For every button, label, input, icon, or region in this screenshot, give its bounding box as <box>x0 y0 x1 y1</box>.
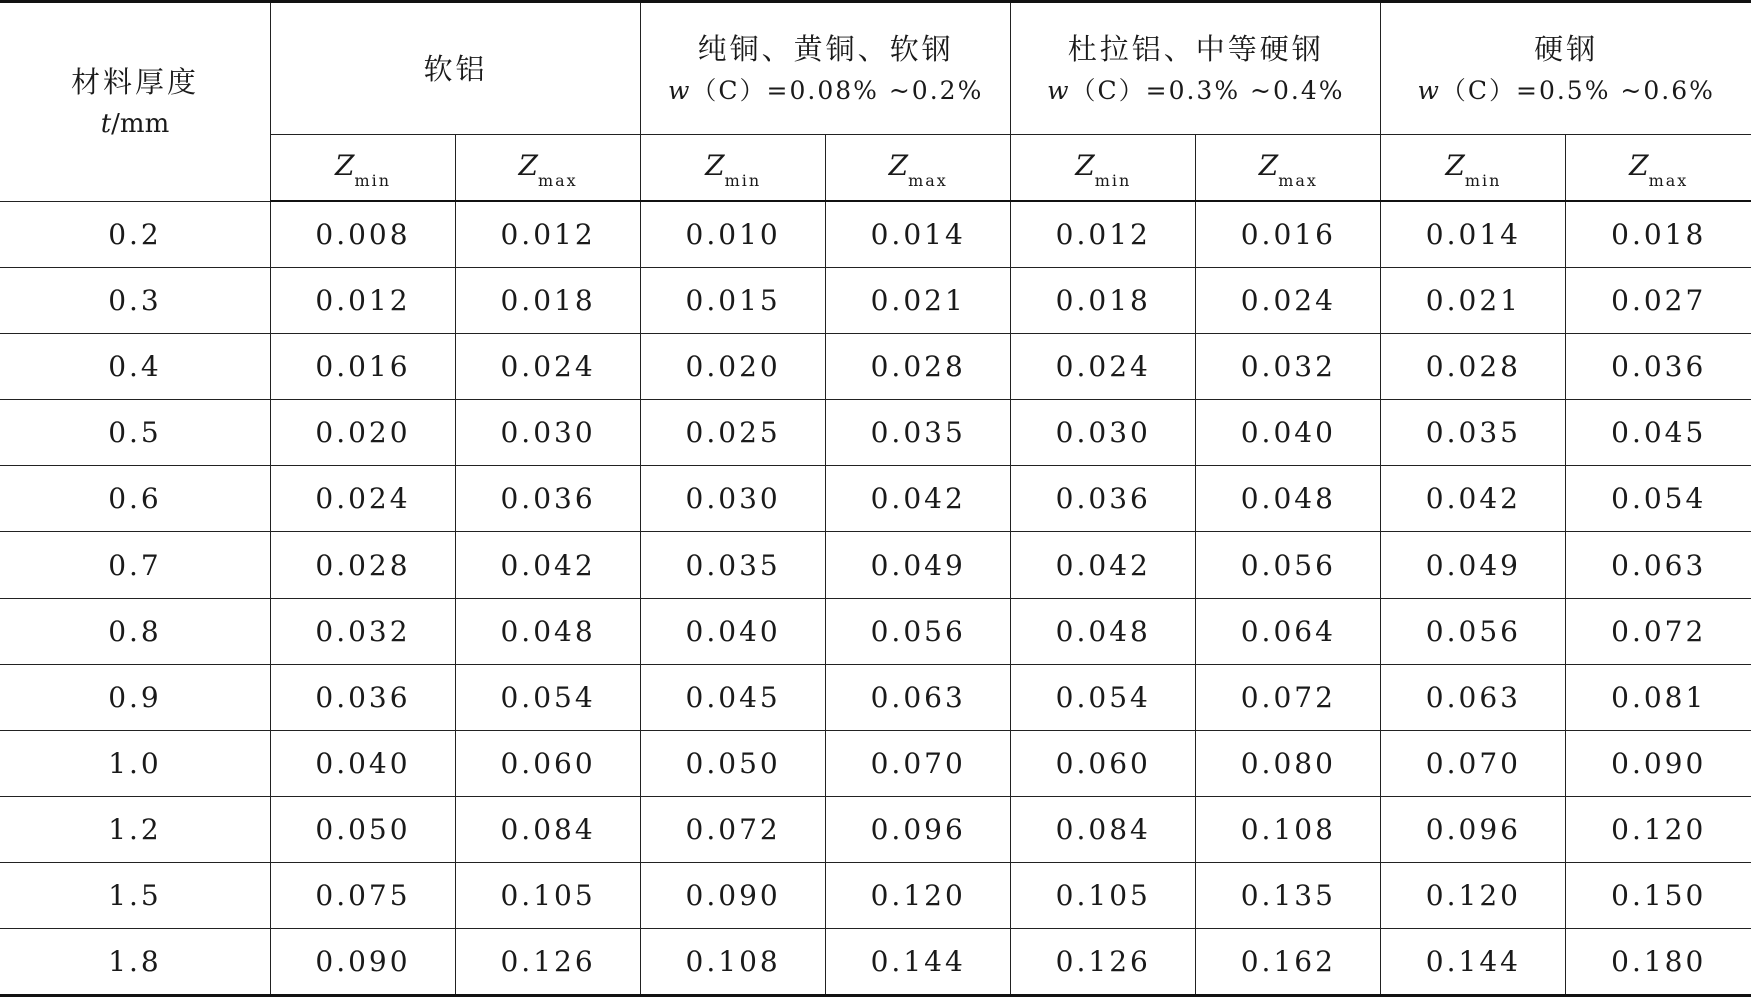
z-max-sub: max <box>1278 170 1318 190</box>
thickness-cell: 0.3 <box>0 268 270 334</box>
z-min-cell: 0.075 <box>270 862 455 928</box>
z-min-header <box>270 135 455 202</box>
z-min-cell: 0.049 <box>1381 532 1566 598</box>
table-row <box>0 334 1751 400</box>
z-max-cell: 0.018 <box>456 268 641 334</box>
carbon-symbol: w <box>1417 75 1441 105</box>
carbon-range: （C）=0.5% ~0.6% <box>1440 75 1715 105</box>
z-max-cell: 0.120 <box>826 862 1011 928</box>
z-max-cell: 0.056 <box>1196 532 1381 598</box>
z-min-cell: 0.012 <box>270 268 455 334</box>
header-row-materials <box>0 2 1751 135</box>
z-max-cell: 0.024 <box>1196 268 1381 334</box>
carbon-symbol: w <box>668 75 692 105</box>
z-min-cell: 0.020 <box>270 400 455 466</box>
table-row <box>0 730 1751 796</box>
thickness-cell: 1.8 <box>0 929 270 996</box>
z-max-cell: 0.084 <box>456 796 641 862</box>
thickness-cell: 0.7 <box>0 532 270 598</box>
z-min-cell: 0.105 <box>1011 862 1196 928</box>
carbon-range: （C）=0.3% ~0.4% <box>1070 75 1345 105</box>
z-max-cell: 0.018 <box>1566 201 1751 268</box>
z-max-cell: 0.180 <box>1566 929 1751 996</box>
z-min-header <box>1011 135 1196 202</box>
z-max-cell: 0.048 <box>456 598 641 664</box>
z-min-cell: 0.096 <box>1381 796 1566 862</box>
z-min-cell: 0.045 <box>641 664 826 730</box>
z-symbol: Z <box>888 149 909 183</box>
z-max-cell: 0.096 <box>826 796 1011 862</box>
z-min-cell: 0.040 <box>641 598 826 664</box>
z-max-cell: 0.042 <box>826 466 1011 532</box>
z-max-cell: 0.144 <box>826 929 1011 996</box>
z-max-cell: 0.070 <box>826 730 1011 796</box>
z-min-cell: 0.108 <box>641 929 826 996</box>
z-max-header <box>456 135 641 202</box>
z-max-header <box>1196 135 1381 202</box>
z-symbol: Z <box>1629 149 1649 183</box>
z-max-header <box>1566 135 1751 202</box>
table-body <box>0 201 1751 996</box>
z-min-cell: 0.030 <box>1011 400 1196 466</box>
thickness-cell: 1.0 <box>0 730 270 796</box>
z-max-cell: 0.056 <box>826 598 1011 664</box>
table-row <box>0 796 1751 862</box>
table-row <box>0 862 1751 928</box>
z-min-cell: 0.021 <box>1381 268 1566 334</box>
z-max-cell: 0.054 <box>1566 466 1751 532</box>
material-name: 纯铜、黄铜、软钢 <box>697 31 954 66</box>
z-min-cell: 0.036 <box>270 664 455 730</box>
z-max-cell: 0.063 <box>826 664 1011 730</box>
thickness-cell: 0.8 <box>0 598 270 664</box>
thickness-cell: 0.4 <box>0 334 270 400</box>
thickness-cell: 1.5 <box>0 862 270 928</box>
z-min-cell: 0.056 <box>1381 598 1566 664</box>
z-max-cell: 0.036 <box>1566 334 1751 400</box>
z-max-cell: 0.036 <box>456 466 641 532</box>
z-min-cell: 0.020 <box>641 334 826 400</box>
z-max-cell: 0.120 <box>1566 796 1751 862</box>
z-max-cell: 0.063 <box>1566 532 1751 598</box>
z-max-cell: 0.021 <box>826 268 1011 334</box>
z-max-cell: 0.105 <box>456 862 641 928</box>
z-min-cell: 0.036 <box>1011 466 1196 532</box>
z-max-cell: 0.040 <box>1196 400 1381 466</box>
z-max-cell: 0.090 <box>1566 730 1751 796</box>
z-max-cell: 0.028 <box>826 334 1011 400</box>
thickness-unit-text: /mm <box>111 108 170 139</box>
carbon-content <box>1381 71 1751 111</box>
z-max-cell: 0.014 <box>826 201 1011 268</box>
z-max-cell: 0.080 <box>1196 730 1381 796</box>
z-min-cell: 0.060 <box>1011 730 1196 796</box>
z-min-cell: 0.035 <box>1381 400 1566 466</box>
z-max-cell: 0.060 <box>456 730 641 796</box>
table-row <box>0 664 1751 730</box>
z-min-cell: 0.028 <box>270 532 455 598</box>
table-row <box>0 598 1751 664</box>
z-min-sub: min <box>354 170 392 190</box>
thickness-cell: 0.2 <box>0 201 270 268</box>
z-min-cell: 0.050 <box>270 796 455 862</box>
z-min-cell: 0.144 <box>1381 929 1566 996</box>
z-symbol: Z <box>1258 149 1279 183</box>
table-row <box>0 532 1751 598</box>
z-min-cell: 0.012 <box>1011 201 1196 268</box>
carbon-symbol: w <box>1047 75 1071 105</box>
material-name: 杜拉铝、中等硬钢 <box>1067 31 1324 66</box>
thickness-symbol: t <box>100 108 112 139</box>
z-min-cell: 0.063 <box>1381 664 1566 730</box>
table-header <box>0 2 1751 202</box>
z-max-cell: 0.126 <box>456 929 641 996</box>
z-min-cell: 0.030 <box>641 466 826 532</box>
z-max-cell: 0.042 <box>456 532 641 598</box>
z-min-cell: 0.040 <box>270 730 455 796</box>
z-max-cell: 0.016 <box>1196 201 1381 268</box>
z-max-cell: 0.035 <box>826 400 1011 466</box>
z-min-cell: 0.025 <box>641 400 826 466</box>
z-min-cell: 0.035 <box>641 532 826 598</box>
material-name: 硬钢 <box>1534 31 1599 66</box>
z-min-cell: 0.090 <box>641 862 826 928</box>
material-header-hard-steel <box>1381 2 1751 135</box>
z-max-sub: max <box>1648 170 1689 190</box>
carbon-content <box>641 71 1010 111</box>
z-min-cell: 0.016 <box>270 334 455 400</box>
z-min-cell: 0.054 <box>1011 664 1196 730</box>
z-symbol: Z <box>334 149 355 183</box>
z-min-header <box>1381 135 1566 202</box>
z-min-cell: 0.084 <box>1011 796 1196 862</box>
carbon-range: （C）=0.08% ~0.2% <box>691 75 984 105</box>
z-max-cell: 0.150 <box>1566 862 1751 928</box>
z-max-cell: 0.081 <box>1566 664 1751 730</box>
z-min-sub: min <box>1094 170 1132 190</box>
table-row <box>0 929 1751 996</box>
table-row <box>0 268 1751 334</box>
z-min-cell: 0.120 <box>1381 862 1566 928</box>
z-min-cell: 0.018 <box>1011 268 1196 334</box>
z-max-cell: 0.049 <box>826 532 1011 598</box>
z-max-cell: 0.012 <box>456 201 641 268</box>
z-max-sub: max <box>908 170 948 190</box>
z-min-header <box>641 135 826 202</box>
z-min-cell: 0.015 <box>641 268 826 334</box>
z-min-cell: 0.070 <box>1381 730 1566 796</box>
z-min-cell: 0.090 <box>270 929 455 996</box>
z-max-cell: 0.108 <box>1196 796 1381 862</box>
thickness-cell: 0.5 <box>0 400 270 466</box>
z-min-cell: 0.014 <box>1381 201 1566 268</box>
z-min-cell: 0.028 <box>1381 334 1566 400</box>
z-min-cell: 0.050 <box>641 730 826 796</box>
thickness-cell: 0.6 <box>0 466 270 532</box>
z-min-cell: 0.072 <box>641 796 826 862</box>
z-max-cell: 0.032 <box>1196 334 1381 400</box>
thickness-label: 材料厚度 <box>70 64 199 99</box>
z-max-cell: 0.048 <box>1196 466 1381 532</box>
thickness-header <box>0 2 270 202</box>
table-row <box>0 466 1751 532</box>
z-min-cell: 0.024 <box>270 466 455 532</box>
thickness-unit <box>0 104 270 144</box>
z-min-cell: 0.008 <box>270 201 455 268</box>
material-header-copper-soft-steel <box>641 2 1011 135</box>
carbon-content <box>1011 71 1380 111</box>
z-max-sub: max <box>537 170 578 190</box>
material-name: 软铝 <box>423 51 488 86</box>
z-min-cell: 0.126 <box>1011 929 1196 996</box>
z-max-header <box>826 135 1011 202</box>
thickness-cell: 0.9 <box>0 664 270 730</box>
z-max-cell: 0.162 <box>1196 929 1381 996</box>
material-header-duralumin-medium-steel <box>1011 2 1381 135</box>
z-symbol: Z <box>518 149 538 183</box>
z-max-cell: 0.072 <box>1566 598 1751 664</box>
z-max-cell: 0.030 <box>456 400 641 466</box>
thickness-cell: 1.2 <box>0 796 270 862</box>
z-max-cell: 0.072 <box>1196 664 1381 730</box>
z-min-cell: 0.042 <box>1011 532 1196 598</box>
z-min-cell: 0.010 <box>641 201 826 268</box>
z-min-cell: 0.048 <box>1011 598 1196 664</box>
z-symbol: Z <box>1445 149 1465 183</box>
z-min-cell: 0.032 <box>270 598 455 664</box>
material-header-soft-aluminum <box>270 2 640 135</box>
z-symbol: Z <box>705 149 725 183</box>
z-symbol: Z <box>1075 149 1095 183</box>
z-max-cell: 0.045 <box>1566 400 1751 466</box>
z-max-cell: 0.135 <box>1196 862 1381 928</box>
z-min-sub: min <box>1464 170 1502 190</box>
table-row <box>0 201 1751 268</box>
z-max-cell: 0.064 <box>1196 598 1381 664</box>
table-row <box>0 400 1751 466</box>
z-min-cell: 0.042 <box>1381 466 1566 532</box>
z-min-cell: 0.024 <box>1011 334 1196 400</box>
z-max-cell: 0.024 <box>456 334 641 400</box>
z-max-cell: 0.054 <box>456 664 641 730</box>
z-max-cell: 0.027 <box>1566 268 1751 334</box>
z-min-sub: min <box>724 170 762 190</box>
